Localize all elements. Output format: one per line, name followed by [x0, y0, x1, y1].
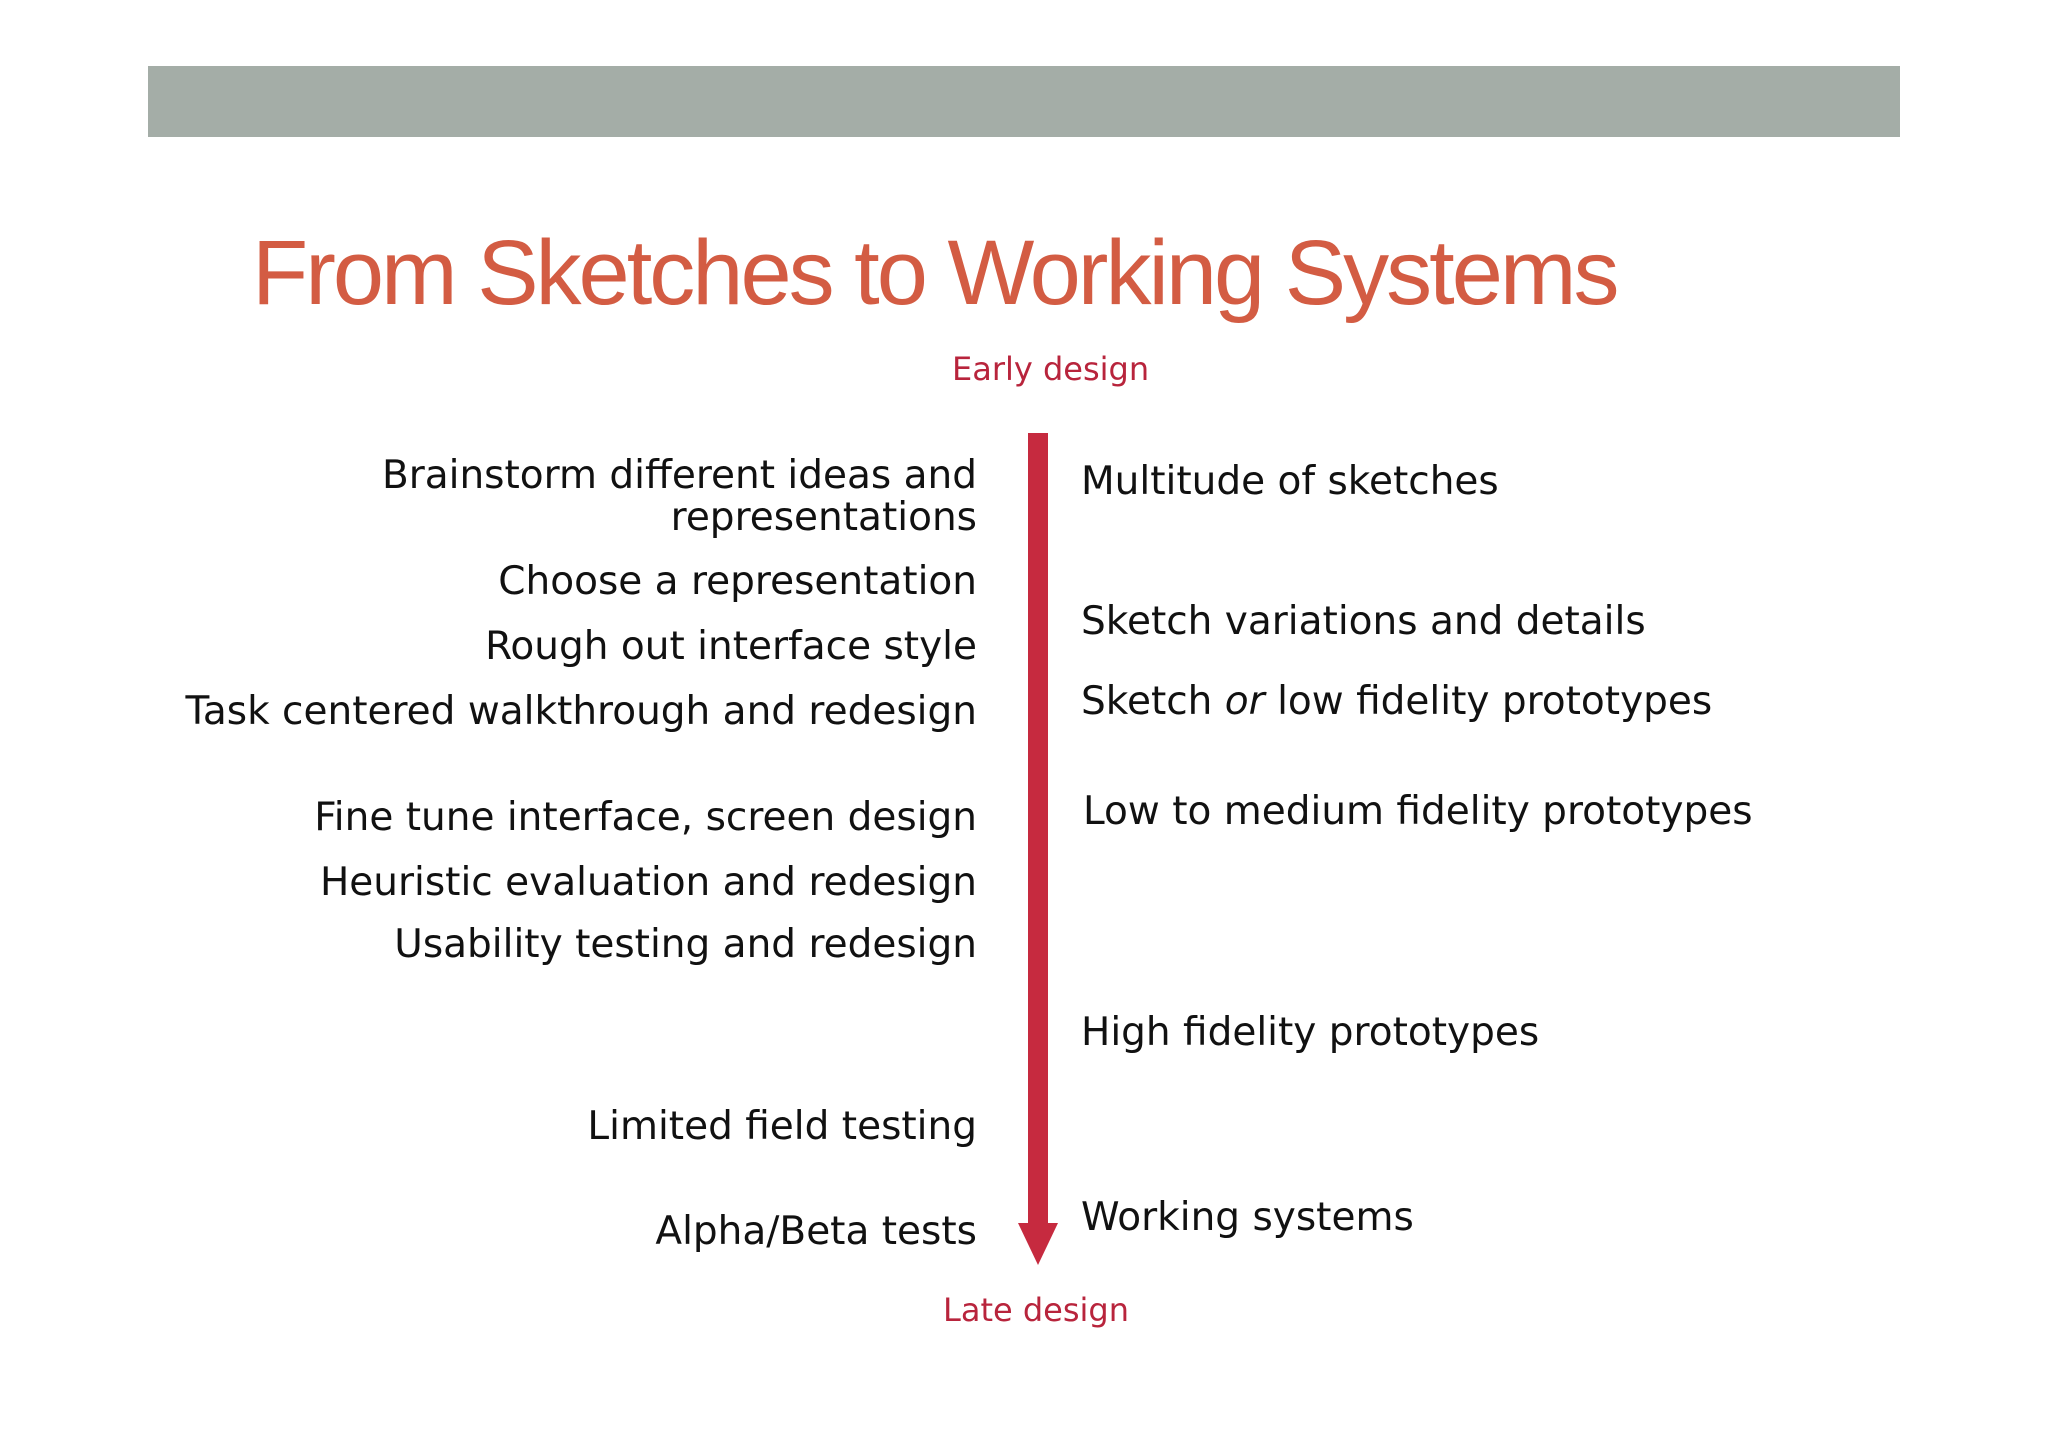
header-bar: [148, 66, 1900, 137]
timeline-arrow: [1018, 433, 1058, 1265]
down-arrow-icon: [1018, 433, 1058, 1265]
artifact-sketch-variations: Sketch variations and details: [1081, 599, 1646, 644]
activity-field-testing: Limited field testing: [587, 1104, 977, 1149]
artifact-low-fidelity-before: Sketch: [1081, 679, 1225, 724]
activity-brainstorm-line1: Brainstorm different ideas and: [381, 453, 977, 498]
activity-brainstorm: [382, 455, 977, 539]
late-design-label: Late design: [943, 1291, 1129, 1329]
activity-task-walkthrough: Task centered walkthrough and redesign: [185, 689, 977, 734]
artifact-medium-fidelity: Low to medium fidelity prototypes: [1083, 789, 1753, 834]
activity-heuristic-evaluation: Heuristic evaluation and redesign: [319, 860, 977, 905]
activity-choose-representation: Choose a representation: [498, 559, 977, 604]
activity-brainstorm-line2: representations: [670, 495, 977, 540]
artifact-high-fidelity: High fidelity prototypes: [1081, 1010, 1540, 1055]
slide-title: From Sketches to Working Systems: [252, 222, 1617, 324]
activity-alpha-beta: Alpha/Beta tests: [655, 1209, 977, 1254]
artifact-low-fidelity-after: low fidelity prototypes: [1264, 679, 1713, 724]
artifact-multitude-sketches: Multitude of sketches: [1081, 459, 1499, 504]
artifact-low-fidelity-emphasis: or: [1224, 679, 1265, 724]
activity-usability-testing: Usability testing and redesign: [394, 922, 977, 967]
artifact-low-fidelity: [1081, 681, 1712, 723]
artifact-working-systems: Working systems: [1081, 1195, 1414, 1240]
activity-rough-out-style: Rough out interface style: [485, 624, 977, 669]
early-design-label: Early design: [952, 350, 1150, 388]
activity-fine-tune: Fine tune interface, screen design: [314, 795, 977, 840]
